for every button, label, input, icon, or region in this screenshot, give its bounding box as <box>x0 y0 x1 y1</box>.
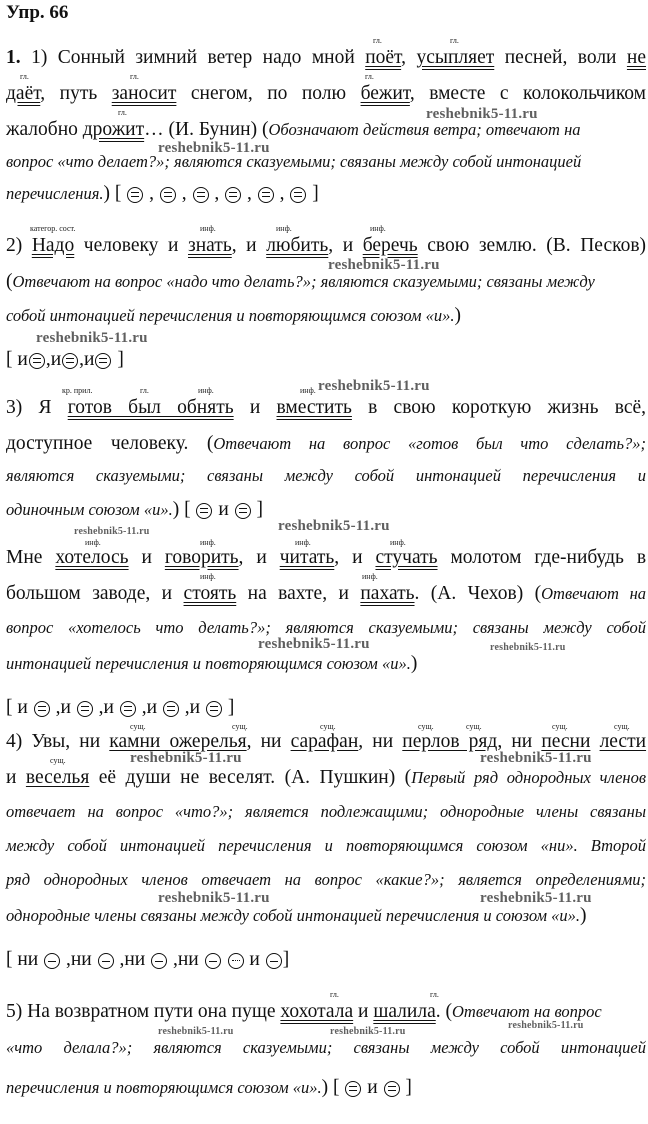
annotation-noun: сущ. <box>50 756 66 765</box>
annotation-noun: сущ. <box>466 722 482 731</box>
p3-line2: доступное человеку. (Отвечают на вопрос «готов был что сделать?»; <box>6 433 647 454</box>
predicate: знать <box>188 235 232 256</box>
subject: камни ожерелья <box>109 731 247 752</box>
predicate: стоять <box>183 583 237 604</box>
watermark: reshebnik5-11.ru <box>330 1026 406 1037</box>
annotation-noun: сущ. <box>320 722 336 731</box>
watermark: reshebnik5-11.ru <box>508 1020 584 1031</box>
p3-line1: 3) Я готов был обнять и вместить в свою короткую жизнь всё, <box>6 397 647 418</box>
predicate: говорить <box>164 547 239 568</box>
p1-line5: перечисления.) [ , , , , , ] <box>6 183 319 204</box>
watermark: reshebnik5-11.ru <box>36 330 148 346</box>
predicate: читать <box>279 547 335 568</box>
p4-line3: отвечает на вопрос «что?»; является подлежащими; однородные члены связаны <box>6 802 646 821</box>
annotation-short-adj: кр. прил. <box>62 386 93 395</box>
predicate-circle-icon <box>290 187 306 203</box>
predicate: дрожит <box>82 119 145 140</box>
predicate-circle-icon <box>34 701 50 717</box>
predicate-circle-icon <box>193 187 209 203</box>
p3-line5: Мне хотелось и говорить, и читать, и стучать молотом где-нибудь в <box>6 547 647 568</box>
predicate: пахать <box>360 583 415 604</box>
annotation-noun: сущ. <box>614 722 630 731</box>
subject: сарафан <box>290 731 359 752</box>
watermark: reshebnik5-11.ru <box>158 1026 234 1037</box>
p1-line4: вопрос «что делает?»; являются сказуемыми; связаны между собой интонацией <box>6 152 582 171</box>
predicate: шалила <box>373 1001 436 1022</box>
watermark: reshebnik5-11.ru <box>130 750 242 766</box>
watermark: reshebnik5-11.ru <box>74 526 150 537</box>
predicate: поёт <box>365 47 402 68</box>
p2-schema: [ и ,и ,и ] <box>6 349 124 370</box>
predicate: хохотала <box>280 1001 354 1022</box>
subject: перлов ряд <box>402 731 498 752</box>
annotation-verb: гл. <box>118 108 127 117</box>
p2-line2: (Отвечают на вопрос «надо что делать?»; являются сказуемыми; связаны между <box>6 271 595 292</box>
watermark: reshebnik5-11.ru <box>258 636 370 652</box>
p5-line1: 5) На возвратном пути она пуще хохотала и шалила. (Отвечают на вопрос <box>6 1001 602 1022</box>
annotation-noun: сущ. <box>130 722 146 731</box>
exercise-title: Упр. 66 <box>6 2 69 23</box>
watermark: reshebnik5-11.ru <box>480 890 592 906</box>
subject-circle-icon <box>205 953 221 969</box>
predicate-circle-icon <box>77 701 93 717</box>
annotation-verb: гл. <box>430 990 439 999</box>
annotation-verb: гл. <box>20 72 29 81</box>
predicate-circle-icon <box>95 353 111 369</box>
predicate-circle-icon <box>163 701 179 717</box>
p4-line6: однородные члены связаны между собой интонацией перечисления и союзом «и».) <box>6 905 587 926</box>
annotation-infinitive: инф. <box>85 538 101 547</box>
annotation-verb: гл. <box>140 386 149 395</box>
predicate: не <box>626 47 647 68</box>
p3-line7: вопрос «хотелось что делать?»; являются сказуемыми; связаны между собой <box>6 618 646 637</box>
annotation-infinitive: инф. <box>300 386 316 395</box>
predicate-circle-icon <box>206 701 222 717</box>
predicate: усыпляет <box>416 47 495 68</box>
annotation-infinitive: инф. <box>200 538 216 547</box>
annotation-infinitive: инф. <box>276 224 292 233</box>
annotation-verb: гл. <box>365 72 374 81</box>
annotation-noun: сущ. <box>232 722 248 731</box>
predicate: готов был обнять <box>67 397 234 418</box>
p3-line4: одиночным союзом «и».) [ и ] <box>6 499 264 520</box>
watermark: reshebnik5-11.ru <box>318 378 430 394</box>
watermark: reshebnik5-11.ru <box>158 890 270 906</box>
annotation-infinitive: инф. <box>295 538 311 547</box>
annotation-noun: сущ. <box>552 722 568 731</box>
annotation-noun: сущ. <box>418 722 434 731</box>
predicate-circle-icon <box>258 187 274 203</box>
predicate-circle-icon <box>29 353 45 369</box>
p3-schema: [ и ,и ,и ,и ,и ] <box>6 697 235 718</box>
predicate-circle-icon <box>127 187 143 203</box>
annotation-infinitive: инф. <box>370 224 386 233</box>
p3-line8: интонацией перечисления и повторяющимся союзом «и».) <box>6 653 418 674</box>
annotation-verb: гл. <box>330 990 339 999</box>
watermark: reshebnik5-11.ru <box>426 106 538 122</box>
predicate: любить <box>266 235 329 256</box>
predicate: вместить <box>276 397 352 418</box>
predicate-circle-icon <box>225 187 241 203</box>
attribute-circle-icon <box>228 953 244 969</box>
p1-line1: 1. 1) Сонный зимний ветер надо мной поёт, усыпляет песней, воли не <box>6 47 647 68</box>
p3-line3: являются сказуемыми; связаны между собой интонацией перечисления и <box>6 466 646 485</box>
annotation-infinitive: инф. <box>200 224 216 233</box>
annotation-infinitive: инф. <box>390 538 406 547</box>
predicate-circle-icon <box>120 701 136 717</box>
p3-line6: большом заводе, и стоять на вахте, и пахать. (А. Чехов) (Отвечают на <box>6 583 646 604</box>
subject-circle-icon <box>151 953 167 969</box>
p2-line3: собой интонацией перечисления и повторяющимся союзом «и».) <box>6 305 461 326</box>
predicate-circle-icon <box>235 503 251 519</box>
watermark: reshebnik5-11.ru <box>278 518 390 534</box>
p4-line5: ряд однородных членов отвечает на вопрос «какие?»; является определениями; <box>6 870 646 889</box>
p5-line2: «что делала?»; являются сказуемыми; связаны между собой интонацией <box>6 1038 646 1057</box>
predicate-circle-icon <box>62 353 78 369</box>
p4-line2: и веселья её души не веселят. (А. Пушкин) (Первый ряд однородных членов <box>6 767 647 788</box>
p4-line1: 4) Увы, ни камни ожерелья, ни сарафан, ни перлов ряд, ни песни лести <box>6 731 647 752</box>
predicate: даёт <box>6 83 41 104</box>
watermark: reshebnik5-11.ru <box>328 257 440 273</box>
subject: песни <box>541 731 591 752</box>
p1-line3: жалобно дрожит… (И. Бунин) (Обозначают действия ветра; отвечают на <box>6 119 581 140</box>
watermark: reshebnik5-11.ru <box>480 750 592 766</box>
predicate: заносит <box>111 83 177 104</box>
annotation-verb: гл. <box>130 72 139 81</box>
watermark: reshebnik5-11.ru <box>158 140 270 156</box>
subject-circle-icon <box>98 953 114 969</box>
annotation-verb: гл. <box>450 36 459 45</box>
predicate: Надо <box>31 235 75 256</box>
predicate: хотелось <box>55 547 129 568</box>
predicate: стучать <box>375 547 438 568</box>
predicate: беречь <box>362 235 418 256</box>
annotation-category: категор. сост. <box>30 224 76 233</box>
subject-circle-icon <box>44 953 60 969</box>
annotation-verb: гл. <box>373 36 382 45</box>
annotation-infinitive: инф. <box>200 572 216 581</box>
watermark: reshebnik5-11.ru <box>490 642 566 653</box>
subject-circle-icon <box>266 953 282 969</box>
predicate-circle-icon <box>345 1081 361 1097</box>
p2-line1: 2) Надо человеку и знать, и любить, и беречь свою землю. (В. Песков) <box>6 235 647 256</box>
annotation-infinitive: инф. <box>362 572 378 581</box>
predicate: бежит <box>360 83 410 104</box>
predicate-circle-icon <box>160 187 176 203</box>
item-number: 1. <box>6 47 21 68</box>
subject: лести <box>599 731 647 752</box>
p1-line2: даёт, путь заносит снегом, по полю бежит, вместе с колокольчиком <box>6 83 647 104</box>
p5-line3: перечисления и повторяющимся союзом «и».) [ и ] <box>6 1077 412 1098</box>
predicate-circle-icon <box>384 1081 400 1097</box>
p4-line4: между собой интонацией перечисления и повторяющимся союзом «ни». Второй <box>6 836 646 855</box>
subject: веселья <box>25 767 90 788</box>
predicate-circle-icon <box>196 503 212 519</box>
annotation-infinitive: инф. <box>198 386 214 395</box>
p4-schema: [ ни ,ни ,ни ,ни и ] <box>6 949 290 970</box>
